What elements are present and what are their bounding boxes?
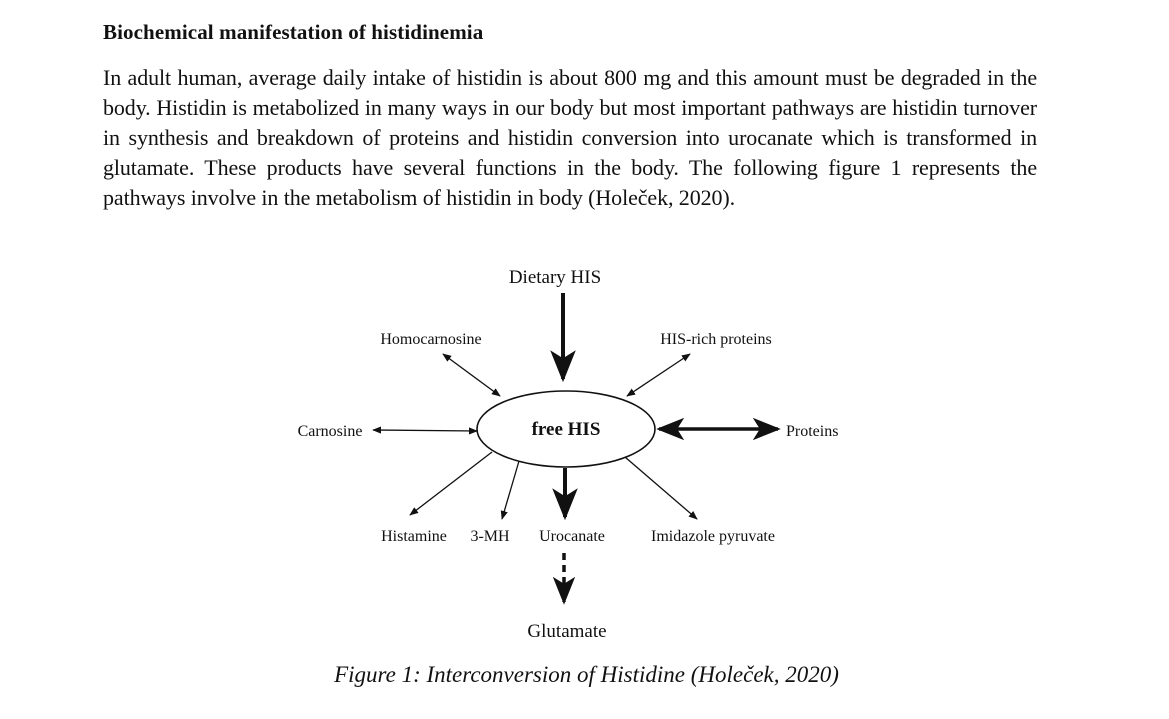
homocarnosine-arrow xyxy=(443,354,500,396)
three-mh-label: 3-MH xyxy=(470,528,510,545)
free-his-label: free HIS xyxy=(531,419,601,440)
glutamate-label: Glutamate xyxy=(527,621,607,642)
his-rich-proteins-label: HIS-rich proteins xyxy=(660,331,772,348)
histamine-label: Histamine xyxy=(381,528,447,545)
urocanate-label: Urocanate xyxy=(539,528,605,545)
section-heading: Biochemical manifestation of histidinemia xyxy=(103,20,484,44)
carnosine-label: Carnosine xyxy=(297,423,363,440)
carnosine-arrow xyxy=(373,430,477,431)
figure-caption xyxy=(0,662,1169,688)
dietary-his-label: Dietary HIS xyxy=(508,267,602,288)
three-mh-arrow xyxy=(502,461,519,519)
imidazole-pyruvate-arrow xyxy=(625,457,697,519)
proteins-label: Proteins xyxy=(786,423,839,440)
homocarnosine-label: Homocarnosine xyxy=(380,331,482,348)
histamine-arrow xyxy=(410,452,492,515)
imidazole-pyruvate-label: Imidazole pyruvate xyxy=(651,528,775,545)
body-paragraph: In adult human, average daily intake of histidin is about 800 mg and this amount must be degraded in the body. Histidin is metabolized in many ways in our body but most important pathways are histidin turnover in synthesis and breakdown of proteins and histidin conversion into urocanate which is transformed in glutamate. These products have several functions in the body. The following figure 1 represents the pathways involve in the metabolism of histidin in body (Holeček, 2020). xyxy=(103,65,1037,210)
his-rich-proteins-arrow xyxy=(627,354,690,396)
figure-caption-text: Figure 1: Interconversion of Histidine (Holeček, 2020) xyxy=(334,662,839,687)
